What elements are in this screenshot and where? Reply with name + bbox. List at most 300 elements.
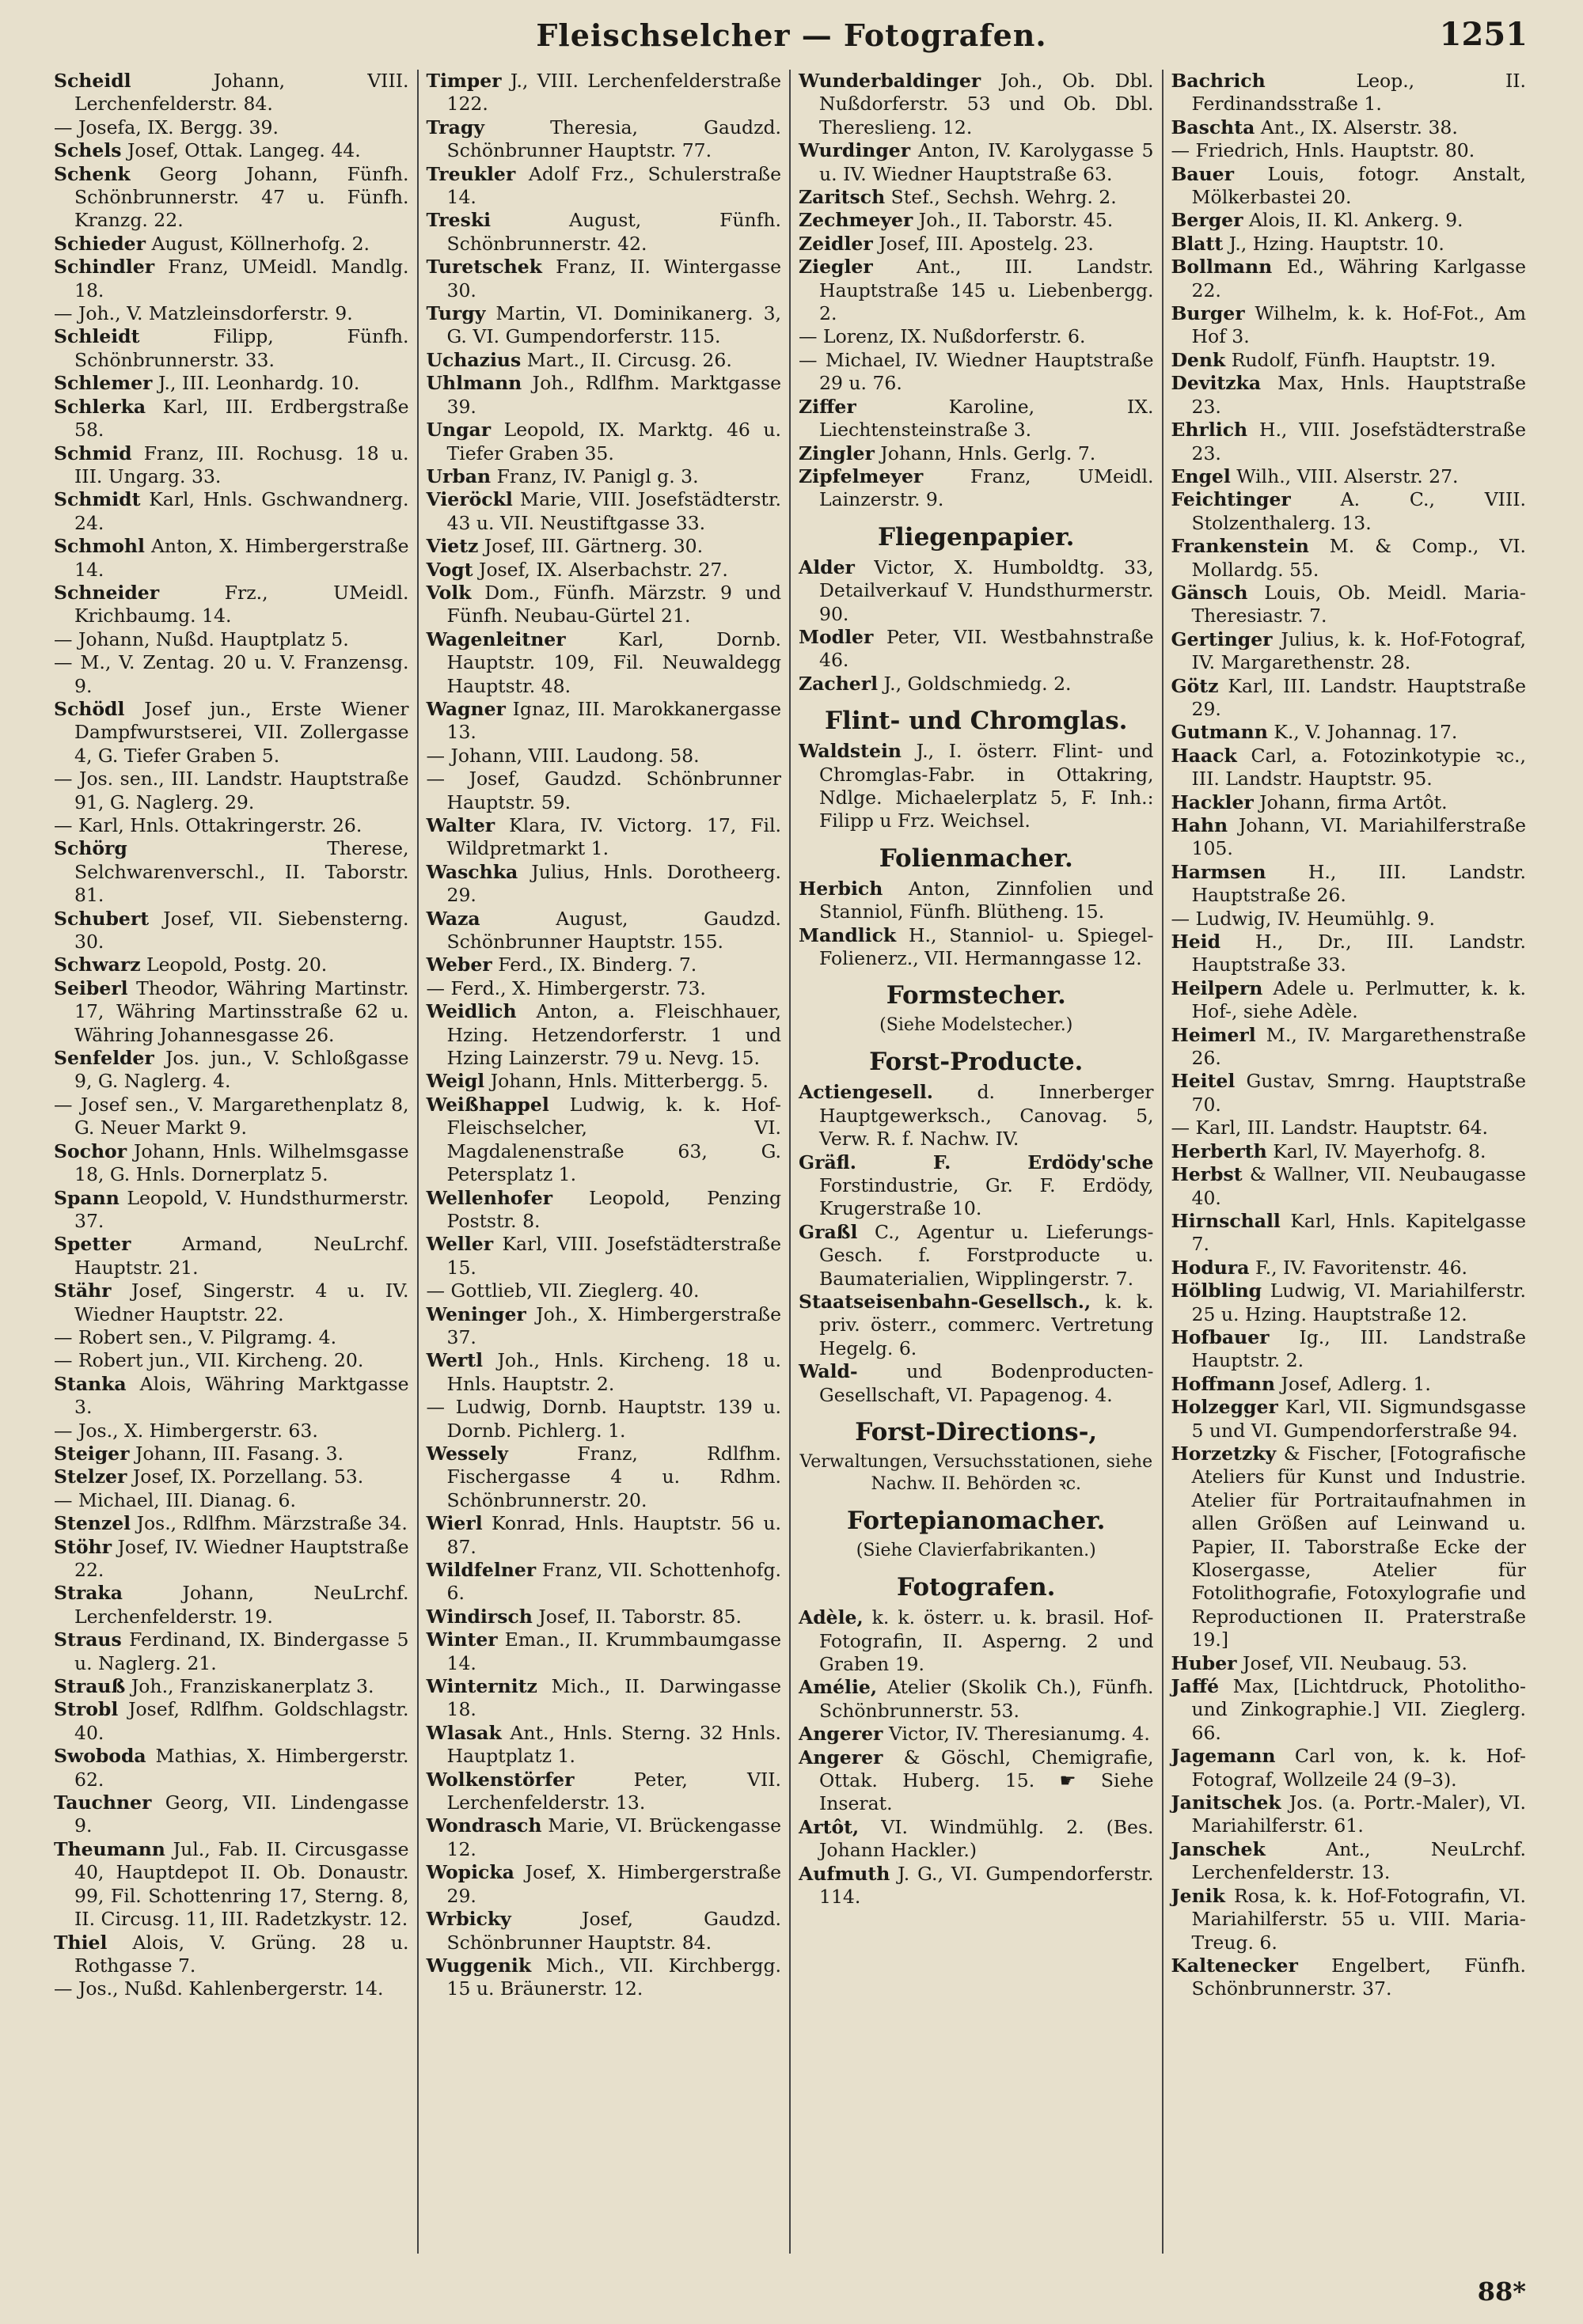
entry-name: Volk [426, 581, 472, 604]
entry-text: — Gottlieb, VII. Zieglerg. 40. [426, 1280, 700, 1302]
directory-entry [1171, 675, 1527, 722]
entry-name: Heimerl [1171, 1023, 1256, 1046]
directory-entry [1171, 1443, 1527, 1652]
directory-entry [427, 163, 782, 210]
directory-entry [1171, 791, 1527, 814]
directory-entry [1171, 535, 1527, 582]
directory-entry [799, 233, 1154, 256]
entry-text: Josef, Singerstr. 4 u. IV. Wiedner Hauptstr. 22. [74, 1280, 409, 1325]
directory-entry [54, 1420, 409, 1443]
directory-entry [1171, 1280, 1527, 1326]
directory-entry [1171, 349, 1527, 372]
entry-name: Schindler [54, 256, 155, 279]
entry-name: Weigl [426, 1070, 485, 1093]
directory-entry [1171, 1675, 1527, 1745]
directory-entry [1171, 116, 1527, 139]
entry-text: Julius, Hnls. Dorotheerg. 29. [446, 860, 781, 907]
entry-text: Rudolf, Fünfh. Hauptstr. 19. [1231, 348, 1496, 371]
entry-name: Stöhr [54, 1535, 112, 1558]
entry-text: — Ferd., X. Himbergerstr. 73. [426, 976, 706, 999]
entry-text: Gustav, Smrng. Hauptstraße 70. [1191, 1070, 1526, 1116]
entry-name: Scheidl [54, 70, 131, 92]
entry-text: J., VIII. Lerchenfelderstraße 122. [446, 70, 781, 116]
entry-text: Carl, a. Fotozinkotypie ꝛc., III. Landstr. Hauptstr. 95. [1191, 744, 1526, 790]
entry-name: Staatseisenbahn-Gesellsch., [799, 1291, 1091, 1314]
entry-name: Turetschek [426, 256, 542, 279]
directory-entry [427, 1349, 782, 1396]
entry-text: H., III. Landstr. Hauptstraße 26. [1191, 860, 1526, 907]
entry-name: Ehrlich [1171, 419, 1248, 442]
section-heading: Fliegenpapier. [878, 522, 1075, 552]
entry-text: Therese, Selchwarenverschl., II. Taborstr. 81. [74, 837, 409, 907]
entry-name: Blatt [1171, 232, 1224, 255]
directory-entry [54, 70, 409, 116]
directory-entry [1171, 256, 1527, 302]
entry-text: Peter, VII. Westbahnstraße 46. [819, 625, 1154, 672]
entry-name: Götz [1171, 674, 1219, 697]
entry-text: Franz, IV. Panigl g. 3. [496, 464, 699, 487]
entry-text: Anton, a. Fleischhauer, Hzing. Hetzendorferstr. 1 und Hzing Lainzerstr. 79 u. Nevg. 15. [446, 1000, 781, 1070]
entry-name: Schmid [54, 442, 132, 464]
directory-entry [799, 442, 1154, 465]
entry-text: Josef, IV. Wiedner Hauptstraße 22. [74, 1535, 409, 1581]
entry-text: Ludwig, k. k. Hof-Fleischselcher, VI. Magdalenenstraße 63, G. Petersplatz 1. [446, 1093, 781, 1186]
entry-text: H., Stanniol- u. Spiegel-Folienerz., VII. Hermanngasse 12. [819, 923, 1154, 969]
directory-entry [799, 1606, 1154, 1676]
directory-entry [1171, 1117, 1527, 1139]
entry-text: Josef, X. Himbergerstraße 29. [446, 1861, 781, 1907]
entry-text: August, Fünfh. Schönbrunnerstr. 42. [446, 209, 781, 255]
entry-text: Ant., NeuLrchf. Lerchenfelderstr. 13. [1191, 1837, 1526, 1884]
directory-entry [427, 1512, 782, 1559]
entry-text: Joh., Ob. Dbl. Nußdorferstr. 53 und Ob. Dbl. Thereslieng. 12. [819, 70, 1154, 138]
directory-entry [427, 535, 782, 558]
entry-name: Turgy [426, 302, 486, 325]
entry-name: Wertl [426, 1349, 484, 1372]
entry-name: Senfelder [54, 1047, 154, 1070]
entry-name: Jaffé [1171, 1675, 1220, 1698]
entry-name: Winternitz [426, 1675, 537, 1698]
directory-entry [799, 1863, 1154, 1909]
entry-name: Berger [1171, 209, 1243, 232]
entry-text: k. k. österr. u. k. brasil. Hof-Fotografin, II. Asperng. 2 und Graben 19. [819, 1606, 1154, 1675]
section-heading: Formstecher. [886, 981, 1066, 1010]
entry-name: Treukler [426, 162, 516, 185]
entry-text: Karl, VII. Sigmundsgasse 5 und VI. Gumpendorferstraße 94. [1191, 1396, 1526, 1442]
directory-entry [1171, 628, 1527, 675]
column-4 [1162, 70, 1535, 2254]
entry-text: — Michael, IV. Wiedner Hauptstraße 29 u. 76. [799, 348, 1154, 395]
directory-entry [427, 1908, 782, 1954]
directory-entry [799, 1676, 1154, 1723]
directory-entry [54, 1326, 409, 1349]
directory-entry [54, 768, 409, 814]
entry-name: Holzegger [1171, 1396, 1278, 1419]
directory-entry [1171, 1070, 1527, 1117]
entry-name: Adèle, [799, 1606, 864, 1629]
entry-text: Mich., VII. Kirchbergg. 15 u. Bräunerstr. 12. [446, 1954, 781, 2000]
entry-name: Gänsch [1171, 581, 1248, 604]
directory-entry [427, 559, 782, 582]
directory-entry [54, 814, 409, 837]
sheet-signature: 88* [1477, 2277, 1526, 2307]
entry-text: Ludwig, VI. Mariahilferstr. 25 u. Hzing. Hauptstraße 12. [1191, 1280, 1526, 1325]
entry-name: Sochor [54, 1139, 127, 1162]
entry-text: Johann, NeuLrchf. Lerchenfelderstr. 19. [74, 1582, 409, 1628]
directory-entry [427, 1396, 782, 1443]
entry-name: Uhlmann [426, 372, 522, 395]
entry-text: Alois, V. Grüng. 28 u. Rothgasse 7. [74, 1931, 409, 1977]
directory-entry [427, 70, 782, 116]
entry-text: Johann, VIII. Lerchenfelderstr. 84. [74, 70, 409, 116]
entry-name: Burger [1171, 302, 1245, 325]
directory-entry [427, 372, 782, 419]
entry-text: — Robert sen., V. Pilgramg. 4. [54, 1325, 337, 1348]
directory-entry [54, 1512, 409, 1535]
entry-name: Haack [1171, 744, 1237, 767]
section-note: Verwaltungen, Versuchsstationen, siehe Nachw. II. Behörden ꝛc. [799, 1452, 1153, 1495]
entry-text: Josef, VII. Neubaug. 53. [1243, 1651, 1468, 1674]
directory-entry [1171, 814, 1527, 861]
entry-name: Ungar [426, 419, 492, 442]
directory-entry [799, 1816, 1154, 1863]
entry-text: Josef jun., Erste Wiener Dampfwurstserei, VII. Zollergasse 4, G. Tiefer Graben 5. [74, 697, 409, 767]
directory-entry [799, 209, 1154, 232]
directory-entry [427, 1070, 782, 1093]
entry-name: Walter [426, 814, 495, 836]
directory-entry [54, 1628, 409, 1675]
directory-entry [1171, 1652, 1527, 1675]
entry-name: Mandlick [799, 923, 897, 946]
entry-name: Frankenstein [1171, 535, 1309, 558]
directory-entry [54, 1373, 409, 1420]
directory-entry [1171, 1396, 1527, 1443]
entry-name: Zacherl [799, 672, 879, 695]
entry-text: Marie, VIII. Josefstädterstr. 43 u. VII. Neustiftgasse 33. [446, 488, 781, 534]
directory-entry [54, 1465, 409, 1488]
entry-name: Wunderbaldinger [799, 70, 981, 92]
entry-text: Karl, Dornb. Hauptstr. 109, Fil. Neuwaldegg Hauptstr. 48. [446, 627, 781, 697]
directory-entry [799, 1723, 1154, 1746]
entry-text: Jos. jun., V. Schloßgasse 9, G. Naglerg. 4. [74, 1047, 409, 1093]
directory-entry [427, 745, 782, 768]
entry-name: Hirnschall [1171, 1209, 1281, 1232]
directory-entry [427, 1280, 782, 1302]
entry-name: Schels [54, 139, 122, 162]
directory-entry [54, 953, 409, 976]
entry-text: Johann, VI. Mariahilferstraße 105. [1191, 814, 1526, 860]
entry-name: Straka [54, 1582, 123, 1605]
entry-text: Joh., Franziskanerplatz 3. [131, 1675, 374, 1698]
entry-name: Hodura [1171, 1256, 1250, 1279]
entry-text: Josef, Ottak. Langeg. 44. [127, 139, 361, 162]
entry-text: Franz, Rdlfhm. Fischergasse 4 u. Rdhm. Schönbrunnerstr. 20. [446, 1442, 781, 1511]
directory-entry [1171, 582, 1527, 628]
entry-name: Wondrasch [426, 1814, 542, 1837]
directory-entry [427, 1233, 782, 1280]
entry-text: Franz, UMeidl. Mandlg. 18. [74, 256, 409, 301]
directory-entry [1171, 745, 1527, 791]
entry-text: Georg, VII. Lindengasse 9. [74, 1791, 409, 1837]
entry-text: — Josefa, IX. Bergg. 39. [54, 116, 279, 138]
entry-name: Zipfelmeyer [799, 464, 924, 487]
entry-text: & Göschl, Chemigrafie, Ottak. Huberg. 15. ☛ Siehe Inserat. [819, 1746, 1154, 1815]
directory-entry [1171, 1885, 1527, 1954]
entry-text: Anton, X. Himbergerstraße 14. [74, 535, 409, 581]
entry-name: Waza [426, 907, 480, 930]
directory-entry [1171, 1791, 1527, 1838]
entry-name: Timper [426, 70, 502, 92]
directory-entry [1171, 1954, 1527, 2001]
entry-text: Jul., Fab. II. Circusgasse 40, Hauptdepot II. Ob. Donaustr. 99, Fil. Schottenring 17, Sterng. 8, II. Circusg. 11, III. Radetzkystr. 12. [74, 1837, 409, 1931]
entry-text: Josef, III. Apostelg. 23. [879, 232, 1094, 255]
entry-text: Adolf Frz., Schulerstraße 14. [446, 162, 781, 209]
directory-entry [1171, 302, 1527, 349]
directory-entry [427, 908, 782, 954]
directory-entry [54, 1187, 409, 1234]
entry-text: & Wallner, VII. Neubaugasse 40. [1191, 1163, 1526, 1209]
directory-entry [799, 1081, 1154, 1151]
entry-text: H., VIII. Josefstädterstraße 23. [1191, 419, 1526, 464]
entry-text: A. C., VIII. Stolzenthalerg. 13. [1191, 488, 1526, 534]
directory-entry [54, 1280, 409, 1326]
directory-entry [427, 465, 782, 488]
entry-name: Wierl [426, 1512, 483, 1535]
entry-name: Wald- [799, 1360, 858, 1383]
directory-entry [1171, 931, 1527, 977]
directory-entry [1171, 233, 1527, 256]
page-number: 1251 [1439, 16, 1528, 53]
entry-text: Josef, II. Taborstr. 85. [538, 1605, 742, 1628]
entry-name: Jagemann [1171, 1745, 1276, 1768]
entry-name: Horzetzky [1171, 1442, 1277, 1465]
entry-text: Joh., Rdlfhm. Marktgasse 39. [446, 372, 781, 418]
entry-text: Johann, III. Fasang. 3. [135, 1442, 344, 1465]
entry-text: M. & Comp., VI. Mollardg. 55. [1191, 535, 1526, 581]
entry-name: Artôt, [799, 1815, 860, 1838]
entry-name: Schenk [54, 162, 131, 185]
directory-entry [1171, 908, 1527, 931]
entry-name: Thiel [54, 1931, 108, 1954]
entry-text: Eman., II. Krummbaumgasse 14. [446, 1628, 781, 1674]
entry-name: Huber [1171, 1651, 1237, 1674]
entry-name: Uchazius [426, 348, 522, 371]
entry-text: Georg Johann, Fünfh. Schönbrunnerstr. 47 u. Fünfh. Kranzg. 22. [74, 162, 409, 232]
entry-text: Ferd., IX. Binderg. 7. [498, 953, 697, 976]
entry-text: Engelbert, Fünfh. Schönbrunnerstr. 37. [1191, 1954, 1526, 2000]
entry-text: Adele u. Perlmutter, k. k. Hof-, siehe Adèle. [1191, 976, 1526, 1023]
entry-name: Urban [426, 464, 492, 487]
directory-entry [54, 442, 409, 489]
directory-entry [54, 1977, 409, 2000]
entry-name: Hackler [1171, 790, 1254, 813]
entry-text: — Lorenz, IX. Nußdorferstr. 6. [799, 325, 1086, 348]
entry-text: und Bodenproducten-Gesellschaft, VI. Papagenog. 4. [819, 1360, 1154, 1406]
directory-entry [799, 325, 1154, 348]
entry-name: Herbst [1171, 1163, 1243, 1186]
entry-text: Johann, Hnls. Gerlg. 7. [880, 442, 1096, 464]
directory-entry [799, 673, 1154, 696]
directory-entry [427, 1443, 782, 1512]
entry-text: Franz, III. Rochusg. 18 u. III. Ungarg. 33. [74, 442, 409, 487]
directory-entry [427, 1094, 782, 1187]
entry-text: Joh., X. Himbergerstraße 37. [446, 1302, 781, 1348]
entry-text: — Jos. sen., III. Landstr. Hauptstraße 91, G. Naglerg. 29. [54, 768, 409, 813]
entry-name: Hofbauer [1171, 1325, 1270, 1348]
entry-name: Kaltenecker [1171, 1954, 1298, 1977]
entry-text: Karl, IV. Mayerhofg. 8. [1273, 1139, 1486, 1162]
entry-text: — Robert jun., VII. Kircheng. 20. [54, 1349, 364, 1372]
entry-text: k. k. priv. österr., commerc. Vertretung Hegelg. 6. [819, 1291, 1154, 1359]
entry-text: Rosa, k. k. Hof-Fotografin, VI. Mariahilferstr. 55 u. VIII. Maria-Treug. 6. [1191, 1884, 1526, 1954]
entry-name: Schmohl [54, 535, 145, 558]
entry-name: Waldstein [799, 740, 902, 763]
directory-entry [427, 1954, 782, 2001]
entry-text: Franz, VII. Schottenhofg. 6. [446, 1559, 781, 1605]
directory-entry [427, 1861, 782, 1908]
entry-text: Martin, VI. Dominikanerg. 3, G. VI. Gumpendorferstr. 115. [446, 302, 781, 348]
directory-entry [54, 582, 409, 628]
entry-name: Windirsch [426, 1605, 533, 1628]
entry-name: Stenzel [54, 1512, 131, 1535]
directory-entry [1171, 1210, 1527, 1257]
directory-entry [427, 419, 782, 465]
directory-entry [54, 1489, 409, 1512]
entry-text: — Jos., X. Himbergerstr. 63. [54, 1419, 318, 1442]
entry-text: Dom., Fünfh. Märzstr. 9 und Fünfh. Neubau-Gürtel 21. [446, 581, 781, 627]
entry-name: Stähr [54, 1280, 112, 1302]
entry-name: Denk [1171, 348, 1226, 371]
entry-text: — Friedrich, Hnls. Hauptstr. 80. [1171, 139, 1475, 162]
entry-name: Gräfl. F. Erdödy'sche [799, 1151, 1154, 1173]
entry-name: Feichtinger [1171, 488, 1291, 511]
entry-name: Heid [1171, 931, 1221, 953]
directory-entry [54, 1349, 409, 1372]
entry-text: — Karl, Hnls. Ottakringerstr. 26. [54, 814, 363, 836]
entry-text: Leopold, Postg. 20. [146, 953, 328, 976]
entry-name: Schneider [54, 581, 160, 604]
entry-name: Stelzer [54, 1465, 127, 1488]
directory-entry [799, 256, 1154, 325]
entry-text: — Johann, VIII. Laudong. 58. [426, 744, 700, 767]
entry-text: Karl, Hnls. Kapitelgasse 7. [1191, 1209, 1526, 1256]
entry-name: Seiberl [54, 976, 128, 999]
directory-entry [427, 349, 782, 372]
entry-name: Spetter [54, 1233, 131, 1256]
directory-entry [54, 116, 409, 139]
directory-entry [799, 465, 1154, 512]
entry-text: Josef, III. Gärtnerg. 30. [484, 535, 704, 558]
directory-entry [54, 1536, 409, 1583]
entry-text: Joh., Hnls. Kircheng. 18 u. Hnls. Hauptstr. 2. [446, 1349, 781, 1395]
entry-text: Max, [Lichtdruck, Photolitho- und Zinkographie.] VII. Zieglerg. 66. [1191, 1675, 1526, 1744]
directory-entry [427, 1559, 782, 1606]
entry-name: Hoffmann [1171, 1372, 1275, 1395]
entry-text: Max, Hnls. Hauptstraße 23. [1191, 372, 1526, 418]
directory-entry [427, 1303, 782, 1350]
entry-text: Ferdinand, IX. Bindergasse 5 u. Naglerg. 21. [74, 1628, 409, 1674]
entry-text: Jos. (a. Portr.-Maler), VI. Mariahilferstr. 61. [1191, 1791, 1526, 1837]
directory-entry [427, 861, 782, 908]
entry-text: Johann, firma Artôt. [1259, 790, 1448, 813]
entry-name: Strobl [54, 1698, 119, 1721]
directory-entry [54, 1745, 409, 1791]
directory-entry [54, 256, 409, 302]
entry-name: Janschek [1171, 1837, 1266, 1860]
entry-text: Anton, Zinnfolien und Stanniol, Fünfh. Blütheng. 15. [819, 877, 1154, 923]
entry-text: — Josef sen., V. Margarethenplatz 8, G. Neuer Markt 9. [54, 1093, 409, 1139]
entry-name: Zingler [799, 442, 875, 464]
entry-name: Jenik [1171, 1884, 1225, 1907]
entry-text: & Fischer, [Fotografische Ateliers für Kunst und Industrie. Atelier für Portraitaufnahmen in allen Größen auf Leinwand u. Papier, II. Taborstraße Ecke der Klosergasse, Atelier für Fotolithografie, Fotoxylografie und Reproductionen II. Praterstraße 19.] [1191, 1442, 1526, 1651]
entry-text: Armand, NeuLrchf. Hauptstr. 21. [74, 1233, 409, 1279]
directory-entry [799, 396, 1154, 442]
directory-entry [54, 396, 409, 442]
directory-entry [1171, 465, 1527, 488]
entry-name: Bauer [1171, 162, 1235, 185]
entry-text: Carl von, k. k. Hof-Fotograf, Wollzeile 24 (9–3). [1191, 1745, 1526, 1791]
entry-text: Josef, Rdlfhm. Goldschlagstr. 40. [74, 1698, 409, 1744]
entry-text: Forstindustrie, Gr. F. Erdödy, Krugerstraße 10. [819, 1174, 1154, 1220]
entry-text: Josef, IX. Porzellang. 53. [132, 1465, 364, 1488]
entry-text: Alois, Währing Marktgasse 3. [74, 1372, 409, 1419]
directory-entry [427, 628, 782, 698]
entry-name: Wessely [426, 1442, 508, 1465]
entry-text: J., III. Leonhardg. 10. [158, 372, 360, 395]
entry-text: Karoline, IX. Liechtensteinstraße 3. [819, 395, 1154, 442]
directory-entry [1171, 861, 1527, 908]
section-heading: Flint- und Chromglas. [825, 707, 1128, 736]
entry-text: — Joh., V. Matzleinsdorferstr. 9. [54, 302, 353, 325]
directory-entry [54, 698, 409, 768]
entry-text: Karl, III. Landstr. Hauptstraße 29. [1191, 674, 1526, 720]
directory-entry [54, 1094, 409, 1140]
entry-name: Tragy [426, 116, 484, 138]
directory-entry [1171, 1257, 1527, 1280]
directory-entry [1171, 1838, 1527, 1885]
directory-entry [799, 556, 1154, 626]
entry-text: Leopold, V. Hundsthurmerstr. 37. [74, 1186, 409, 1232]
entry-text: Theresia, Gaudzd. Schönbrunner Hauptstr. 77. [446, 116, 781, 162]
directory-entry [427, 977, 782, 1000]
entry-text: Louis, fotogr. Anstalt, Mölkerbastei 20. [1191, 162, 1526, 209]
entry-name: Stanka [54, 1372, 127, 1395]
entry-text: Josef, Gaudzd. Schönbrunner Hauptstr. 84. [446, 1908, 781, 1954]
entry-text: Peter, VII. Lerchenfelderstr. 13. [446, 1768, 781, 1814]
entry-text: Franz, UMeidl. Lainzerstr. 9. [819, 464, 1154, 511]
entry-name: Straus [54, 1628, 122, 1651]
entry-text: Mart., II. Circusg. 26. [526, 348, 732, 371]
directory-entry [799, 70, 1154, 139]
directory-entry [799, 349, 1154, 396]
directory-entry [1171, 1140, 1527, 1163]
entry-text: Frz., UMeidl. Krichbaumg. 14. [74, 581, 409, 627]
entry-text: Ed., Währing Karlgasse 22. [1191, 256, 1526, 301]
entry-text: F., IV. Favoritenstr. 46. [1255, 1256, 1467, 1279]
directory-entry [1171, 1373, 1527, 1396]
entry-text: August, Gaudzd. Schönbrunner Hauptstr. 155. [446, 907, 781, 953]
directory-entry [54, 325, 409, 372]
entry-text: Ignaz, III. Marokkanergasse 13. [446, 697, 781, 744]
directory-entry [427, 814, 782, 861]
entry-name: Wurdinger [799, 139, 911, 162]
directory-entry [799, 139, 1154, 186]
directory-entry [799, 878, 1154, 924]
directory-entry [54, 651, 409, 698]
section-heading: Fotografen. [897, 1573, 1056, 1602]
entry-text: Johann, Hnls. Mitterbergg. 5. [490, 1070, 769, 1093]
entry-name: Vieröckl [426, 488, 513, 511]
